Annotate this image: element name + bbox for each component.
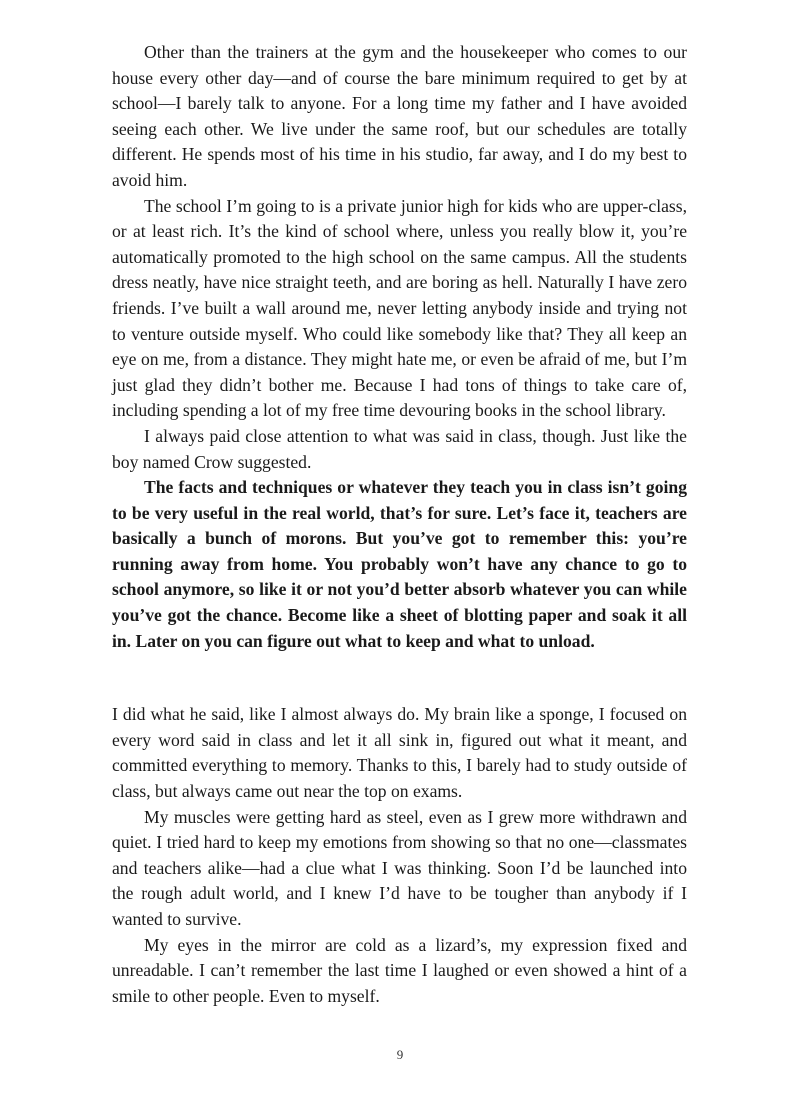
- paragraph-2: The school I’m going to is a private junior high for kids who are upper-class, or at least rich. It’s the kind of school where, unless you really blow it, you’re automatically promoted to the high school on the same campus. All the students dress neatly, have nice straight teeth, and are boring as hell. Naturally I have zero friends. I’ve built a wall around me, never letting anybody inside and trying not to venture outside myself. Who could like somebody like that? They all keep an eye on me, from a distance. They might hate me, or even be afraid of me, but I’m just glad they didn’t bother me. Because I had tons of things to take care of, including spending a lot of my free time devouring books in the school library.: [112, 195, 687, 421]
- crow-advice-paragraph: The facts and techniques or whatever they teach you in class isn’t going to be very useful in the real world, that’s for sure. Let’s face it, teachers are basically a bunch of morons. But you’ve got to remember this: you’re running away from home. You probably won’t have any chance to go to school anymore, so like it or not you’d better absorb whatever you can while you’ve got the chance. Become like a sheet of blotting paper and soak it all in. Later on you can figure out what to keep and what to unload.: [112, 477, 687, 651]
- page-number: 9: [396, 1047, 404, 1062]
- paragraph-5: I did what he said, like I almost always do. My brain like a sponge, I focused on every word said in class and let it all sink in, figured out what it meant, and committed everything to memory. Thanks to this, I barely had to study outside of class, but always came out near the top on exams.: [112, 704, 687, 802]
- page-body: [112, 40, 687, 1009]
- paragraph-7: My eyes in the mirror are cold as a lizard’s, my expression fixed and unreadable. I can’t remember the last time I laughed or even showed a hint of a smile to other people. Even to myself.: [112, 934, 687, 1006]
- paragraph-3: I always paid close attention to what was said in class, though. Just like the boy named Crow suggested.: [112, 425, 687, 472]
- paragraph-1: Other than the trainers at the gym and the housekeeper who comes to our house every other day—and of course the bare minimum required to get by at school—I barely talk to anyone. For a long time my father and I have avoided seeing each other. We live under the same roof, but our schedules are totally different. He spends most of his time in his studio, far away, and I do my best to avoid him.: [112, 42, 687, 190]
- section-break: [112, 654, 687, 702]
- paragraph-6: My muscles were getting hard as steel, even as I grew more withdrawn and quiet. I tried hard to keep my emotions from showing so that no one—classmates and teachers alike—had a clue what I was thinking. Soon I’d be launched into the rough adult world, and I knew I’d have to be tougher than anybody if I wanted to survive.: [112, 806, 687, 929]
